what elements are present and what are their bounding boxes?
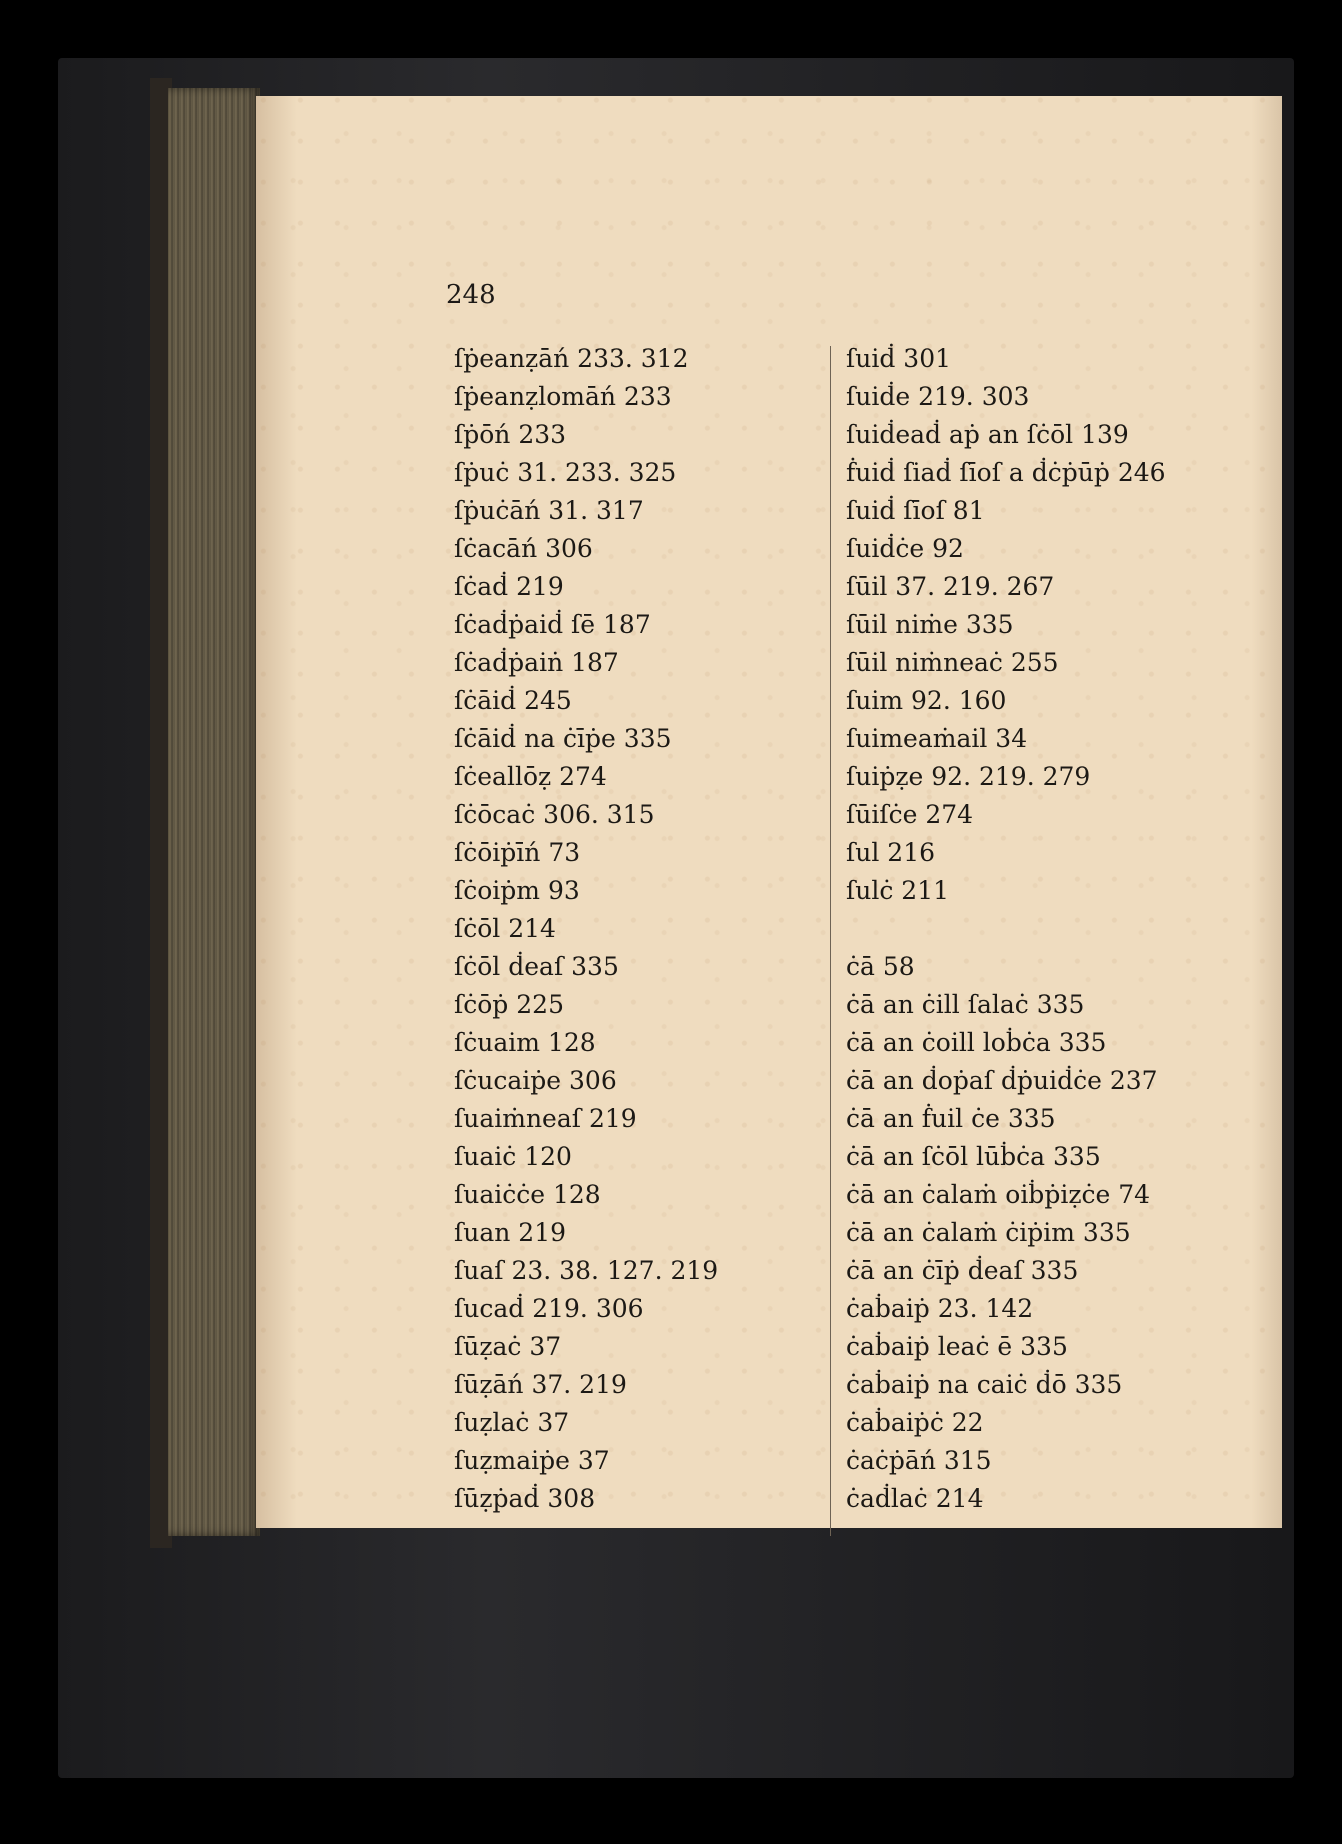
index-entry: ſċuaim 128 [454,1028,596,1057]
column-divider [830,346,831,1536]
index-entry: ſṗuċ 31. 233. 325 [454,458,677,487]
index-entry: ſċōl 214 [454,914,556,943]
index-entry: ċaċṗāń 315 [846,1446,992,1475]
index-entry: ċaḃaiṗċ 22 [846,1408,984,1437]
index-entry: ſuan 219 [454,1218,567,1247]
index-entry: ſuẓlaċ 37 [454,1408,570,1437]
index-entry: ċaḃaiṗ 23. 142 [846,1294,1034,1323]
index-entry: ſuimeaṁail 34 [846,724,1028,753]
page-stack-edge [168,88,260,1536]
index-entry: ſṗuċāń 31. 317 [454,496,644,525]
index-entry: ċā an ċalaṁ ċiṗim 335 [846,1218,1131,1247]
index-entry: ſulċ 211 [846,876,950,905]
index-entry: ſuaiċ 120 [454,1142,572,1171]
section-gap [846,910,1246,948]
index-entry: ſṗeanẓlomāń 233 [454,382,672,411]
index-entry: ſūiſċe 274 [846,800,974,829]
index-entry: ċā an ċill ſalaċ 335 [846,990,1085,1019]
index-entry: ſṗōń 233 [454,420,567,449]
index-entry: ſċeallōẓ 274 [454,762,607,791]
index-entry: ſuiṗẓe 92. 219. 279 [846,762,1091,791]
index-entry: ſul 216 [846,838,936,867]
index-entry: ſċōiṗīń 73 [454,838,581,867]
index-entry: ſċōl ḋeaſ 335 [454,952,619,981]
index-entry: ſċōcaċ 306. 315 [454,800,655,829]
index-entry: ſuẓmaiṗe 37 [454,1446,610,1475]
index-entry: ſuaiċċe 128 [454,1180,601,1209]
index-entry: ſċacāń 306 [454,534,593,563]
page-number: 248 [446,280,496,310]
index-entry: ſċōṗ 225 [454,990,564,1019]
index-entry: ċā an ċoill loḃċa 335 [846,1028,1107,1057]
index-entry: ſuaiṁneaſ 219 [454,1104,637,1133]
index-entry: ċaḋlaċ 214 [846,1484,984,1513]
index-entry: ċā an ḟuil ċe 335 [846,1104,1056,1133]
index-entry: ſuiḋe 219. 303 [846,382,1030,411]
index-entry: ċā 58 [846,952,915,981]
index-entry: ſuiḋ ſīoſ 81 [846,496,985,525]
index-entry: ſūẓāń 37. 219 [454,1370,627,1399]
index-entry: ċā an ċalaṁ oiḃṗiẓċe 74 [846,1180,1151,1209]
index-entry: ſuaſ 23. 38. 127. 219 [454,1256,719,1285]
index-right-column [846,340,1246,1518]
index-entry: ſċucaiṗe 306 [454,1066,617,1095]
index-entry: ċā an ċīṗ ḋeaſ 335 [846,1256,1079,1285]
index-entry: ſūil 37. 219. 267 [846,572,1055,601]
index-entry: ſūil niṁe 335 [846,610,1014,639]
index-entry: ſċaḋṗaiḋ ſē 187 [454,610,651,639]
index-entry: ſċaḋṗaiṅ 187 [454,648,619,677]
index-entry: ſucaḋ 219. 306 [454,1294,644,1323]
index-entry: ſṗeanẓāń 233. 312 [454,344,689,373]
index-entry: ſċāiḋ na ċīṗe 335 [454,724,672,753]
index-entry: ſuiḋeaḋ aṗ an ſċōl 139 [846,420,1129,449]
index-entry: ḟuiḋ ſiaḋ ſīoſ a ḋċṗūṗ 246 [846,458,1166,487]
index-entry: ſūẓaċ 37 [454,1332,562,1361]
index-entry: ſūil niṁneaċ 255 [846,648,1059,677]
index-entry: ſuim 92. 160 [846,686,1007,715]
index-entry: ſūẓṗaḋ 308 [454,1484,596,1513]
index-entry: ċā an ḋoṗaſ ḋṗuiḋċe 237 [846,1066,1158,1095]
index-entry: ċā an ſċōl lūḃċa 335 [846,1142,1101,1171]
index-entry: ſċāiḋ 245 [454,686,572,715]
index-entry: ſċoiṗm 93 [454,876,580,905]
index-left-column [454,340,816,1518]
index-entry: ċaḃaiṗ na caiċ ḋō 335 [846,1370,1123,1399]
index-entry: ċaḃaiṗ leaċ ē 335 [846,1332,1068,1361]
index-entry: ſċaḋ 219 [454,572,564,601]
index-entry: ſuiḋċe 92 [846,534,964,563]
index-entry: ſuiḋ 301 [846,344,952,373]
